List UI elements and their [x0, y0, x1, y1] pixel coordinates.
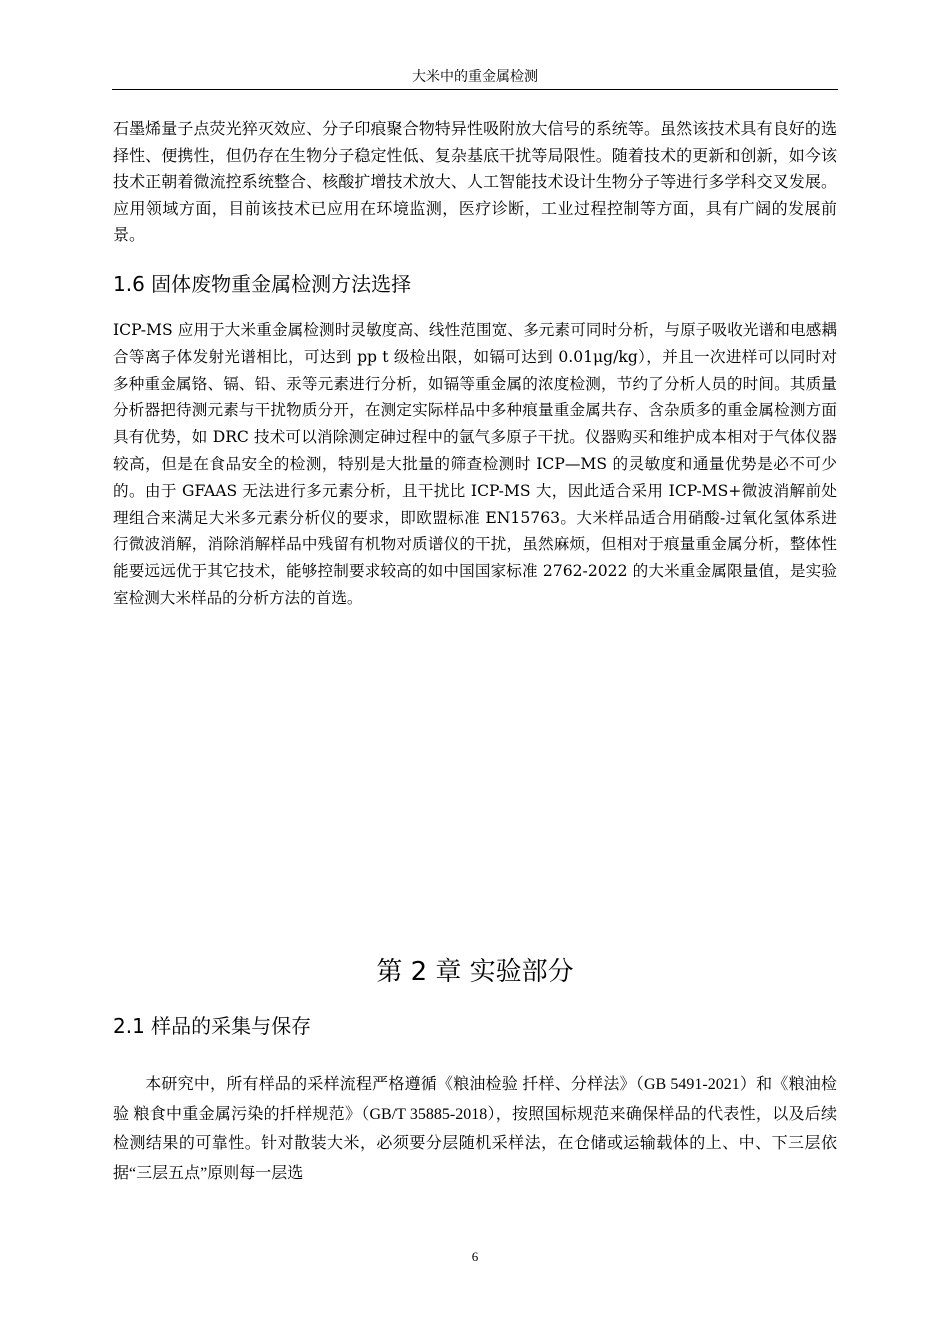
page-number: 6 — [471, 1249, 479, 1264]
chapter-title: 第 2 章 实验部分 — [376, 957, 574, 987]
paragraph-sampling-text: 本研究中，所有样品的采样流程严格遵循《粮油检验 扦样、分样法》（GB 5491-2021）和《粮油检验 粮食中重金属污染的扦样规范》（GB/T 35885-2018），按照国标规范来确保样品的代表性，以及后续检测结果的可靠性。针对散装大米，必须要分层随机采样法，在仓储或运输载体的上、中、下三层依据“三层五点”原则每一层选 — [113, 1076, 837, 1182]
running-header: 大米中的重金属检测 — [412, 69, 538, 85]
paragraph-icp-ms-method: ICP-MS 应用于大米重金属检测时灵敏度高、线性范围宽、多元素可同时分析，与原子吸收光谱和电感耦合等离子体发射光谱相比，可达到 pp t 级检出限，如镉可达到 0.01μg/kg），并且一次进样可以同时对多种重金属铬、镉、铅、汞等元素进行分析，如镉等重金属的浓度检测，节约了分析人员的时间。其质量分析器把待测元素与干扰物质分开，在测定实际样品中多种痕量重金属共存、含杂质多的重金属检测方面具有优势，如 DRC 技术可以消除测定砷过程中的氩气多原子干扰。仪器购买和维护成本相对于气体仪器较高，但是在食品安全的检测，特别是大批量的筛查检测时 ICP—MS 的灵敏度和通量优势是必不可少的。由于 GFAAS 无法进行多元素分析，且干扰比 ICP-MS 大，因此适合采用 ICP-MS+微波消解前处理组合来满足大米多元素分析仪的要求，即欧盟标准 EN15763。大米样品适合用硝酸-过氧化氢体系进行微波消解，消除消解样品中残留有机物对质谱仪的干扰，虽然麻烦，但相对于痕量重金属分析，整体性能要远远优于其它技术，能够控制要求较高的如中国国家标准 2762-2022 的大米重金属限量值，是实验室检测大米样品的分析方法的首选。 — [113, 321, 837, 607]
paragraph-biosensor-summary: 石墨烯量子点荧光猝灭效应、分子印痕聚合物特异性吸附放大信号的系统等。虽然该技术具有良好的选择性、便携性，但仍存在生物分子稳定性低、复杂基底干扰等局限性。随着技术的更新和创新，如今该技术正朝着微流控系统整合、核酸扩增技术放大、人工智能技术设计生物分子等进行多学科交叉发展。应用领域方面，目前该技术已应用在环境监测，医疗诊断，工业过程控制等方面，具有广阔的发展前景。 — [113, 119, 837, 244]
section-heading-1-6: 1.6 固体废物重金属检测方法选择 — [113, 272, 412, 296]
paragraph-sampling — [113, 1070, 837, 1188]
header-divider — [112, 89, 838, 90]
section-heading-2-1: 2.1 样品的采集与保存 — [113, 1014, 312, 1038]
